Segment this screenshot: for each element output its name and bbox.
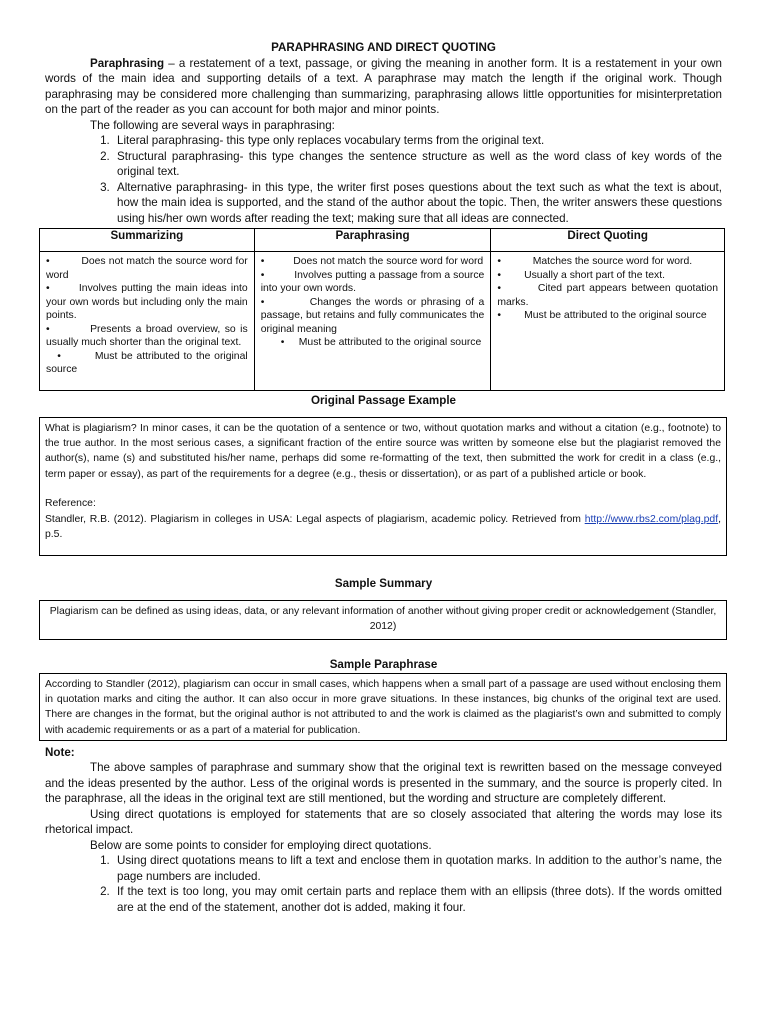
document-page: [45, 40, 722, 915]
paraphrase-box: [39, 673, 727, 741]
reference-label: Reference:: [45, 498, 96, 510]
paraphrase-text: According to Standler (2012), plagiarism can occur in small cases, which happens when a small part of a passage are used without enclosing them in quotation marks and citing the author. It can also occur in more grave situations. In these instances, big chunks of the original text are used. There are changes in the format, but the original author is not attributed to and the work is claimed as the plagiarist’s own and submitted to comply with academic requirements or as a part of a material for publication.: [45, 678, 721, 736]
reference-text: Standler, R.B. (2012). Plagiarism in colleges in USA: Legal aspects of plagiarism, academic policy. Retrieved from: [45, 513, 581, 525]
list-item: • Usually a short part of the text.: [497, 269, 665, 281]
bullet: •: [260, 296, 265, 308]
reference-tail: , p.5.: [45, 513, 721, 540]
paraphrasing-definition: [45, 56, 722, 118]
paraphrase-heading: Sample Paraphrase: [329, 658, 438, 671]
list-item: 2. Structural paraphrasing- this type changes the sentence structure as well as the word class of key words of the original text.: [113, 149, 722, 180]
bullet: •: [46, 256, 50, 267]
list-item: 1. Using direct quotations means to lift a text and enclose them in quotation marks. In addition to the author’s name, the page numbers are included.: [113, 853, 722, 884]
bullet: •: [260, 269, 265, 281]
bullet: •: [46, 283, 50, 294]
list-item: • Does not match the source word for word: [46, 256, 248, 281]
bullet: •: [280, 337, 285, 348]
original-text: What is plagiarism? In minor cases, it can be the quotation of a sentence or two, without quotation marks and without a citation (e.g., footnote) to the true author. In the most serious cases, a significant fraction of the entire source was written by someone else but the plagiarist removed the author(s), name (s) and substituted his/her name, perhaps did some re-formatting of the text, then submitted the work for credit in a class (e.g., term paper or essay), as part of the requirements for a degree (e.g., thesis or dissertation), or as part of a published article or book.: [45, 422, 721, 480]
summary-text: Plagiarism can be defined as using ideas, data, or any relevant information of another without giving proper credit or acknowledgement (Standler, 2012): [49, 606, 717, 633]
direct-quoting-cell: [491, 252, 725, 391]
list-item: • Must be attributed to the original source: [46, 350, 248, 375]
reference-entry: [45, 512, 721, 543]
header-paraphrasing: Paraphrasing: [254, 229, 491, 252]
original-passage-box: [39, 417, 727, 556]
list-item: • Does not match the source word for word: [260, 256, 484, 267]
list-item: 1. Literal paraphrasing- this type only replaces vocabulary terms from the original text.: [113, 133, 722, 149]
term-paraphrasing: Paraphrasing: [90, 56, 165, 70]
list-item: • Involves putting a passage from a source into your own words.: [260, 269, 485, 294]
bullet: •: [497, 256, 501, 267]
list-item: • Matches the source word for word.: [497, 256, 693, 267]
bullet: •: [46, 323, 50, 335]
list-item: • Involves putting the main ideas into your own words but including only the main points.: [46, 283, 248, 321]
list-item: 2. If the text is too long, you may omit certain parts and replace them with an ellipsis (three dots). If the words omitted are at the end of the statement, another dot is added, making it four.: [113, 884, 722, 915]
header-direct-quoting: Direct Quoting: [491, 229, 725, 252]
bullet: •: [497, 269, 501, 281]
header-summarizing: Summarizing: [40, 229, 255, 252]
note-paragraph: Below are some points to consider for employing direct quotations.: [90, 838, 432, 852]
bullet: •: [57, 350, 61, 362]
comparison-table: [39, 228, 725, 391]
list-item: • Must be attributed to the original source: [280, 337, 482, 348]
note-label: Note:: [45, 745, 75, 759]
bullet: •: [497, 310, 501, 321]
list-item: 3. Alternative paraphrasing- in this type, the writer first poses questions about the text such as what the text is about, how the main idea is supported, and the stand of the author about the topic. Then, the writer answers these questions using his/her own words after reading the text; making sure that all ideas are connected.: [113, 180, 722, 227]
summary-box: [39, 600, 727, 640]
definition-text: – a restatement of a text, passage, or giving the meaning in another form. It is a restatement in your own words of the main idea and supporting details of a text. A paraphrase may match the length if the original work. Though paraphrasing may be considered more challenging than summarizing, paraphrasing allows little opportunities for misinterpretation on the part of the reader as you can account for both major and minor points.: [45, 56, 722, 116]
ways-lead: The following are several ways in paraphrasing:: [90, 118, 335, 132]
note-paragraph: Using direct quotations is employed for statements that are so closely associated that altering the words may lose its rhetorical impact.: [45, 807, 722, 836]
original-heading: Original Passage Example: [311, 394, 456, 407]
bullet: •: [260, 256, 265, 267]
ways-list: [45, 133, 722, 226]
list-item: • Cited part appears between quotation marks.: [497, 283, 718, 308]
list-item: • Presents a broad overview, so is usually much shorter than the original text.: [46, 323, 248, 348]
summarizing-cell: [40, 252, 255, 391]
list-item: • Must be attributed to the original source: [497, 310, 707, 321]
quotation-points-list: [45, 853, 722, 915]
reference-link[interactable]: http://www.rbs2.com/plag.pdf: [584, 513, 719, 525]
note-paragraph: The above samples of paraphrase and summary show that the original text is rewritten based on the message conveyed and the ideas presented by the author. Less of the original words is presented in the summary, and the source is properly cited. In the paraphrase, all the ideas in the original text are still mentioned, but the wording and structure are completely different.: [45, 761, 722, 805]
bullet: •: [497, 283, 501, 294]
list-item: • Changes the words or phrasing of a passage, but retains and fully communicates the original meaning: [260, 296, 485, 335]
page-title: PARAPHRASING AND DIRECT QUOTING: [271, 41, 496, 54]
paraphrasing-cell: [254, 252, 491, 391]
summary-heading: Sample Summary: [334, 576, 433, 590]
